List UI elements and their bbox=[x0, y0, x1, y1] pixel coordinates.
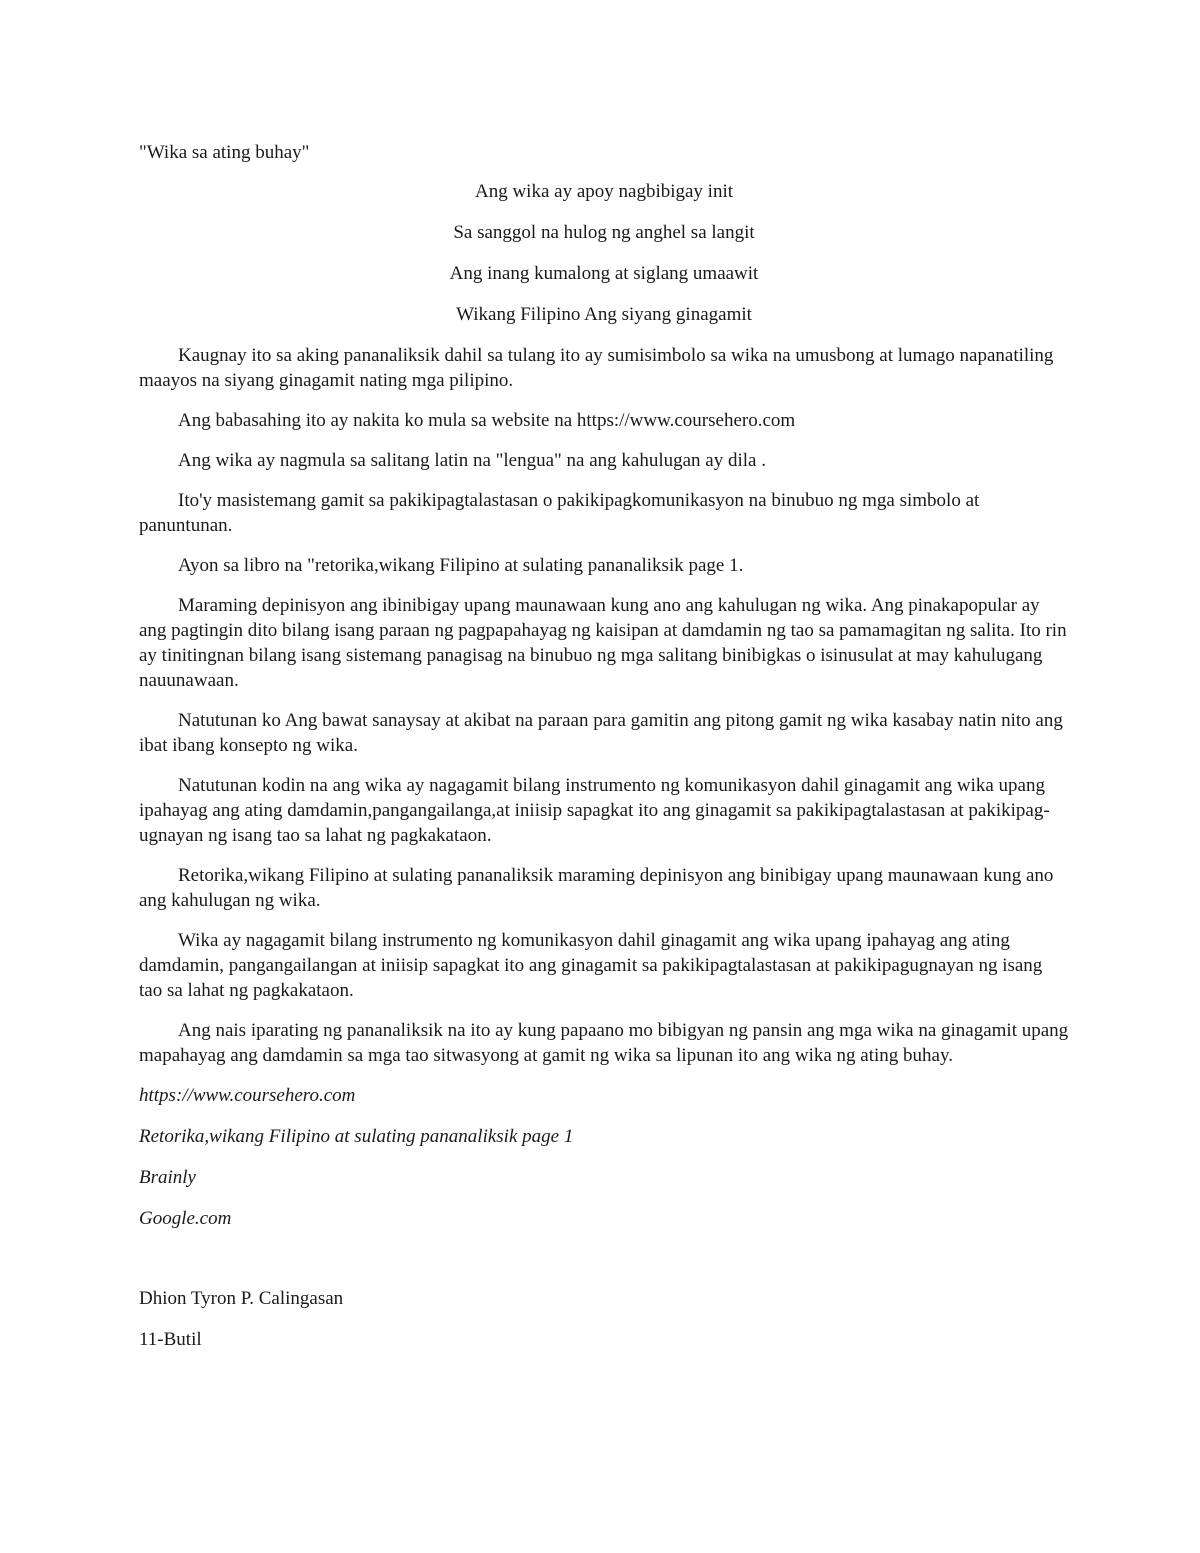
references-list bbox=[139, 1083, 1069, 1231]
paragraph: Retorika,wikang Filipino at sulating pananaliksik maraming depinisyon ang binibigay upang maunawaan kung ano ang kahulugan ng wika. bbox=[139, 865, 1054, 911]
reference-item: Google.com bbox=[139, 1208, 232, 1229]
paragraph: Ang nais iparating ng pananaliksik na ito ay kung papaano mo bibigyan ng pansin ang mga wika na ginagamit upang mapahayag ang damdamin sa mga tao sitwasyong at gamit ng wika sa lipunan ito ang wika ng ating buhay. bbox=[139, 1020, 1069, 1066]
paragraph: Ang wika ay nagmula sa salitang latin na "lengua" na ang kahulugan ay dila . bbox=[178, 450, 766, 471]
poem-line: Ang wika ay apoy nagbibigay init bbox=[474, 181, 734, 202]
poem-line: Sa sanggol na hulog ng anghel sa langit bbox=[453, 222, 755, 243]
poem-line: Wikang Filipino Ang siyang ginagamit bbox=[456, 304, 752, 325]
document-page bbox=[139, 140, 1069, 1368]
reference-item: https://www.coursehero.com bbox=[139, 1085, 356, 1106]
reference-item: Brainly bbox=[139, 1167, 196, 1188]
body-paragraphs bbox=[139, 343, 1069, 1068]
author-section: 11-Butil bbox=[139, 1329, 202, 1350]
author-name: Dhion Tyron P. Calingasan bbox=[139, 1288, 344, 1309]
paragraph: Natutunan kodin na ang wika ay nagagamit bilang instrumento ng komunikasyon dahil ginagamit ang wika upang ipahayag ang ating damdamin,pangangailanga,at iniisip sapagkat ito ang ginagamit sa pakikipagtalastasan at pakikipag-ugnayan ng isang tao sa lahat ng pagkakataon. bbox=[139, 775, 1050, 846]
paragraph: Ayon sa libro na "retorika,wikang Filipino at sulating pananaliksik page 1. bbox=[178, 555, 744, 576]
reference-item: Retorika,wikang Filipino at sulating pananaliksik page 1 bbox=[139, 1126, 574, 1147]
document-title: "Wika sa ating buhay" bbox=[139, 142, 310, 163]
paragraph: Ang babasahing ito ay nakita ko mula sa website na https://www.coursehero.com bbox=[178, 410, 796, 431]
paragraph: Natutunan ko Ang bawat sanaysay at akibat na paraan para gamitin ang pitong gamit ng wika kasabay natin nito ang ibat ibang konsepto ng wika. bbox=[139, 710, 1063, 756]
poem-line: Ang inang kumalong at siglang umaawit bbox=[449, 263, 759, 284]
paragraph: Wika ay nagagamit bilang instrumento ng komunikasyon dahil ginagamit ang wika upang ipahayag ang ating damdamin, pangangailangan at iniisip sapagkat ito ang ginagamit sa pakikipagtalastasan at pakikipagugnayan ng isang tao sa lahat ng pagkakataon. bbox=[139, 930, 1043, 1001]
paragraph: Ito'y masistemang gamit sa pakikipagtalastasan o pakikipagkomunikasyon na binubuo ng mga simbolo at panuntunan. bbox=[139, 490, 980, 536]
poem-stanza bbox=[139, 179, 1069, 327]
paragraph: Maraming depinisyon ang ibinibigay upang maunawaan kung ano ang kahulugan ng wika. Ang pinakapopular ay ang pagtingin dito bilang isang paraan ng pagpapahayag ng kaisipan at damdamin ng tao sa pamamagitan ng salita. Ito rin ay tinitingnan bilang isang sistemang panagisag na binubuo ng mga salitang binibigkas o isinusulat at may kahulugang nauunawaan. bbox=[139, 595, 1067, 691]
paragraph: Kaugnay ito sa aking pananaliksik dahil sa tulang ito ay sumisimbolo sa wika na umusbong at lumago napanatiling maayos na siyang ginagamit nating mga pilipino. bbox=[139, 345, 1054, 391]
author-block bbox=[139, 1286, 1069, 1352]
